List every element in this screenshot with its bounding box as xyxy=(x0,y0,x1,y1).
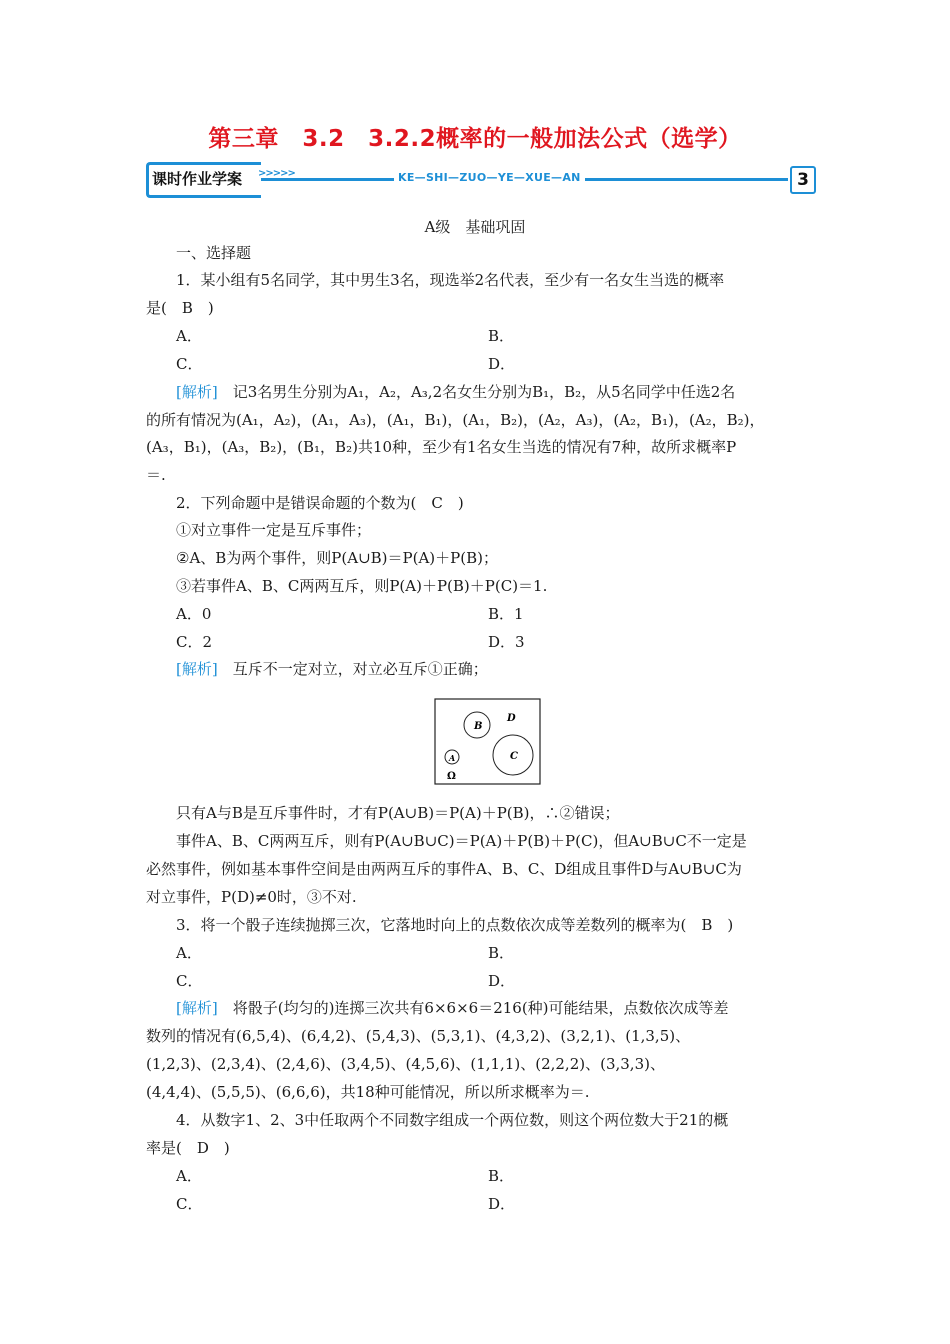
q4-option-c: C． xyxy=(176,1195,203,1213)
banner-number-badge: 3 xyxy=(790,166,816,194)
venn-label-c: C xyxy=(510,751,518,762)
q2-stem: 2．下列命题中是错误命题的个数为( C ) xyxy=(176,494,464,512)
homework-banner xyxy=(146,160,816,198)
venn-label-omega: Ω xyxy=(447,771,456,782)
q3-analysis-tag: [解析] xyxy=(176,999,218,1017)
q2-statement-2: ②A、B为两个事件，则P(A∪B)＝P(A)＋P(B)； xyxy=(176,549,498,567)
q3-option-d: D． xyxy=(488,972,516,990)
venn-label-b: B xyxy=(474,721,483,732)
q2-statement-3: ③若事件A、B、C两两互斥，则P(A)＋P(B)＋P(C)＝1. xyxy=(176,577,548,595)
q3-option-a: A． xyxy=(176,944,202,962)
q4-stem-line2: 率是( D ) xyxy=(146,1139,230,1157)
q1-option-a: A． xyxy=(176,327,202,345)
q3-solution-line1 xyxy=(176,998,729,1018)
q3-solution-text1: 将骰子(均匀的)连掷三次共有6×6×6＝216(种)可能结果，点数依次成等差 xyxy=(217,999,729,1017)
q1-solution-line1 xyxy=(176,382,735,402)
q1-stem-line2: 是( B ) xyxy=(146,299,214,317)
banner-label: 课时作业学案 xyxy=(152,170,243,188)
q1-solution-line2: 的所有情况为(A₁，A₂)，(A₁，A₃)，(A₁，B₁)，(A₁，B₂)，(A₂，A₃)，(A₂，B₁)，(A₂，B₂)， xyxy=(146,411,765,429)
venn-label-a: A xyxy=(449,753,456,763)
q2-option-c: C．2 xyxy=(176,633,213,651)
q2-solution-line3: 事件A、B、C两两互斥，则有P(A∪B∪C)＝P(A)＋P(B)＋P(C)，但A∪B∪C不一定是 xyxy=(176,832,747,850)
q1-solution-text1: 记3名男生分别为A₁，A₂，A₃,2名女生分别为B₁，B₂，从5名同学中任选2名 xyxy=(217,383,736,401)
banner-pinyin: KE—SHI—ZUO—YE—XUE—AN xyxy=(394,171,585,184)
q4-option-d: D． xyxy=(488,1195,516,1213)
q2-solution-text1: 互斥不一定对立，对立必互斥①正确； xyxy=(217,660,488,678)
q1-solution-line3: (A₃，B₁)，(A₃，B₂)，(B₁，B₂)共10种，至少有1名女生当选的情况有7种，故所求概率P xyxy=(146,438,737,456)
q1-solution-line4: ＝. xyxy=(146,466,166,484)
venn-label-d: D xyxy=(507,713,516,724)
q1-stem-line1: 1．某小组有5名同学，其中男生3名，现选举2名代表，至少有一名女生当选的概率 xyxy=(176,271,725,289)
banner-arrows: >>>>> xyxy=(258,168,295,179)
q2-solution-line5: 对立事件，P(D)≠0时，③不对. xyxy=(146,888,357,906)
section-heading: 一、选择题 xyxy=(176,244,252,262)
q2-solution-line1 xyxy=(176,659,488,679)
q2-statement-1: ①对立事件一定是互斥事件； xyxy=(176,521,372,539)
q1-analysis-tag: [解析] xyxy=(176,383,218,401)
q3-solution-line3: (1,2,3)、(2,3,4)、(2,4,6)、(3,4,5)、(4,5,6)、(1,1,1)、(2,2,2)、(3,3,3)、 xyxy=(146,1055,665,1073)
level-heading: A级 基础巩固 xyxy=(424,218,526,236)
q2-analysis-tag: [解析] xyxy=(176,660,218,678)
page-title: 第三章 3.2 3.2.2概率的一般加法公式（选学） xyxy=(208,126,742,152)
q2-option-a: A．0 xyxy=(176,605,212,623)
q4-stem-line1: 4．从数字1、2、3中任取两个不同数字组成一个两位数，则这个两位数大于21的概 xyxy=(176,1111,729,1129)
q1-option-c: C． xyxy=(176,355,203,373)
q1-option-d: D． xyxy=(488,355,516,373)
q1-option-b: B． xyxy=(488,327,515,345)
q2-option-d: D．3 xyxy=(488,633,525,651)
q4-option-b: B． xyxy=(488,1167,515,1185)
q4-option-a: A． xyxy=(176,1167,202,1185)
venn-diagram xyxy=(434,698,541,785)
q3-option-c: C． xyxy=(176,972,203,990)
q3-solution-line2: 数列的情况有(6,5,4)、(6,4,2)、(5,4,3)、(5,3,1)、(4,3,2)、(3,2,1)、(1,3,5)、 xyxy=(146,1027,691,1045)
q2-solution-line2: 只有A与B是互斥事件时，才有P(A∪B)＝P(A)＋P(B)，∴②错误； xyxy=(176,804,620,822)
q3-solution-line4: (4,4,4)、(5,5,5)、(6,6,6)，共18种可能情况，所以所求概率为＝. xyxy=(146,1083,590,1101)
q2-option-b: B．1 xyxy=(488,605,524,623)
q2-solution-line4: 必然事件，例如基本事件空间是由两两互斥的事件A、B、C、D组成且事件D与A∪B∪C为 xyxy=(146,860,742,878)
q3-option-b: B． xyxy=(488,944,515,962)
q3-stem: 3．将一个骰子连续抛掷三次，它落地时向上的点数依次成等差数列的概率为( B ) xyxy=(176,916,734,934)
